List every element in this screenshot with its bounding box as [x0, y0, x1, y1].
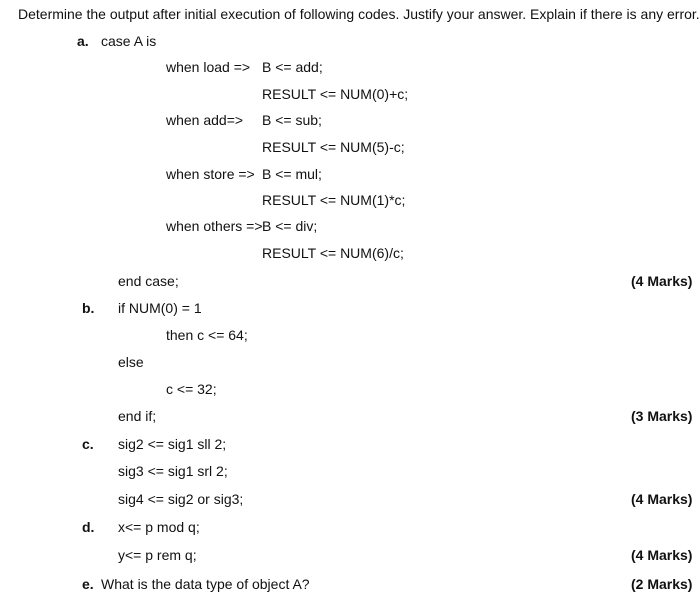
question-b-label: b.: [82, 300, 95, 316]
case-store-assign-b: B <= mul;: [262, 166, 322, 182]
case-store-result: RESULT <= NUM(1)*c;: [262, 192, 406, 208]
case-store-condition: when store =>: [166, 166, 255, 182]
sig3-statement: sig3 <= sig1 srl 2;: [118, 463, 228, 479]
case-load-result: RESULT <= NUM(0)+c;: [262, 86, 409, 102]
question-d-label: d.: [82, 519, 95, 535]
else-statement: c <= 32;: [166, 381, 217, 397]
question-e-marks: (2 Marks): [631, 576, 693, 592]
case-others-assign-b: B <= div;: [262, 218, 318, 234]
rem-statement: y<= p rem q;: [118, 547, 197, 563]
then-statement: then c <= 64;: [166, 327, 248, 343]
case-load-condition: when load =>: [166, 59, 251, 75]
question-c-label: c.: [82, 436, 94, 452]
if-statement: if NUM(0) = 1: [118, 300, 202, 316]
sig2-statement: sig2 <= sig1 sll 2;: [118, 436, 227, 452]
question-a-marks: (4 Marks): [631, 273, 693, 289]
question-a-label: a.: [77, 33, 89, 49]
end-if: end if;: [118, 408, 157, 424]
case-add-assign-b: B <= sub;: [262, 112, 322, 128]
question-d-marks: (4 Marks): [631, 547, 693, 563]
instruction-text: Determine the output after initial execution of following codes. Justify your answer. Explain if there is any error.: [18, 6, 700, 22]
question-b-marks: (3 Marks): [631, 408, 693, 424]
question-e-text: What is the data type of object A?: [101, 576, 310, 592]
case-add-condition: when add=>: [166, 112, 244, 128]
end-case: end case;: [118, 273, 179, 289]
question-c-marks: (4 Marks): [631, 491, 693, 507]
sig4-statement: sig4 <= sig2 or sig3;: [118, 491, 244, 507]
question-a-intro: case A is: [101, 33, 157, 49]
case-load-assign-b: B <= add;: [262, 59, 323, 75]
mod-statement: x<= p mod q;: [118, 519, 200, 535]
case-others-condition: when others =>: [166, 218, 263, 234]
case-others-result: RESULT <= NUM(6)/c;: [262, 245, 404, 261]
else-keyword: else: [118, 354, 144, 370]
question-e-label: e.: [82, 576, 94, 592]
case-add-result: RESULT <= NUM(5)-c;: [262, 139, 405, 155]
